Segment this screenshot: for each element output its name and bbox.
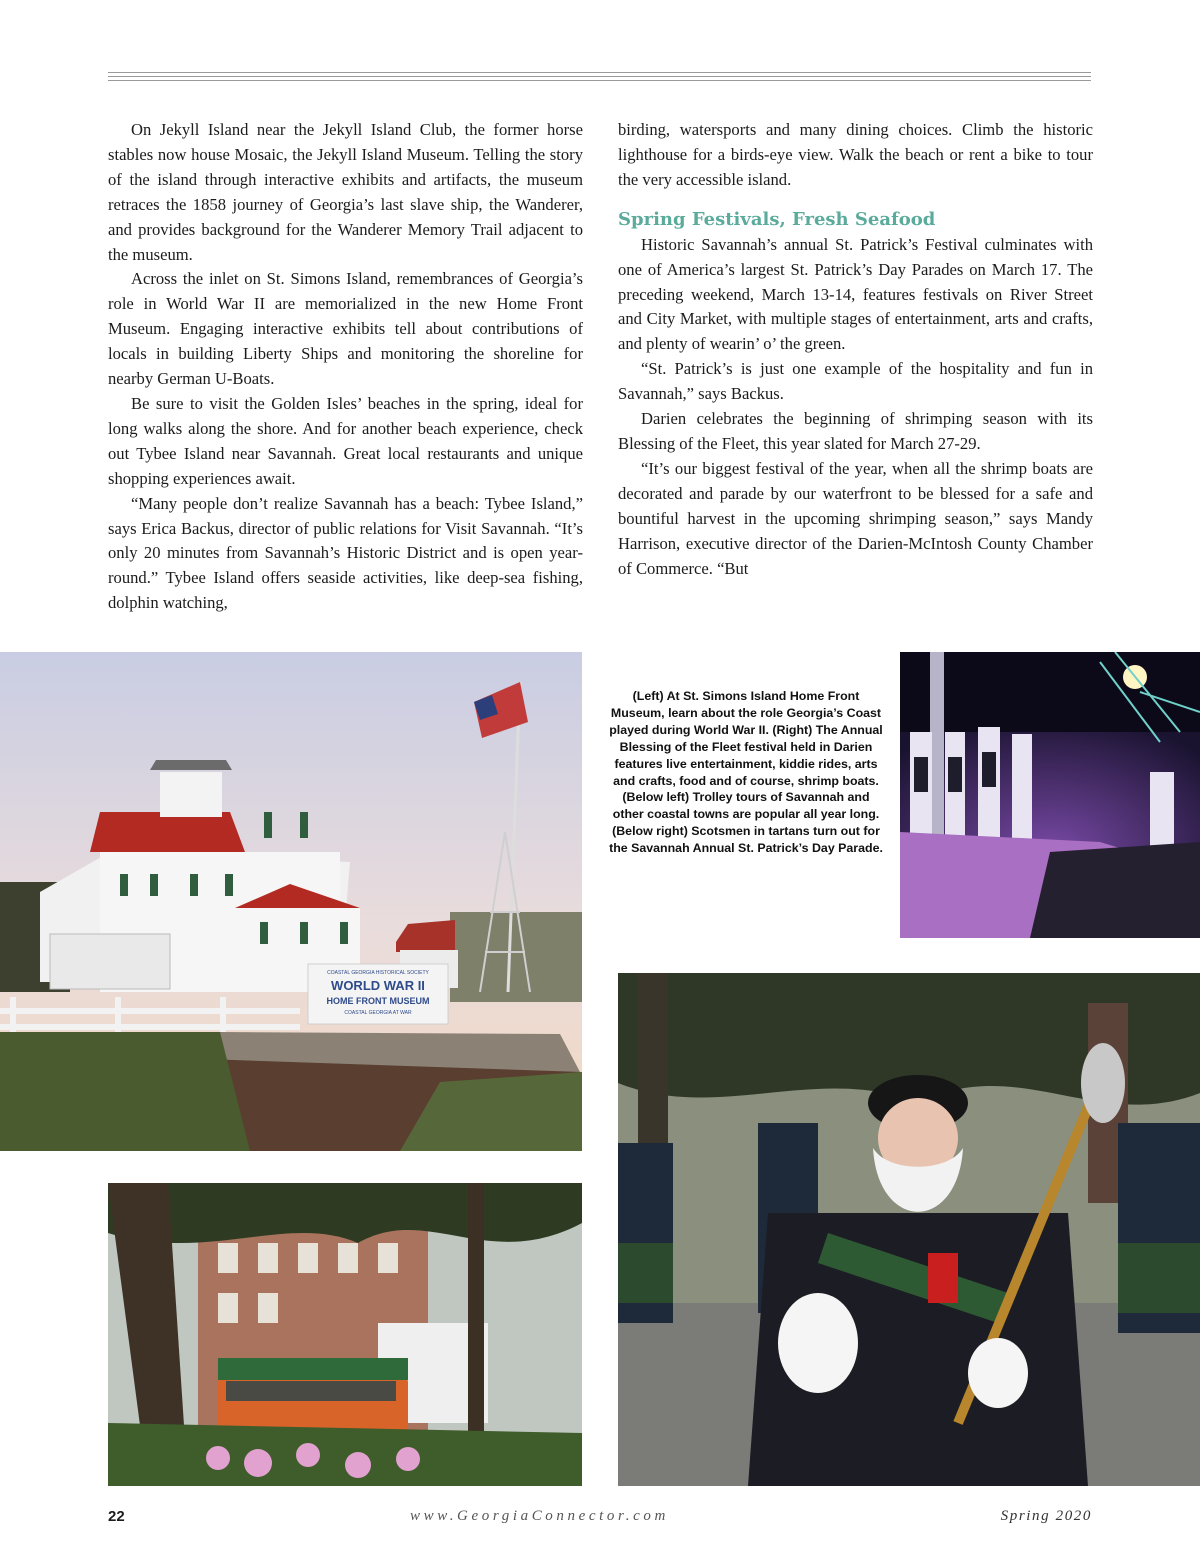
paragraph: “Many people don’t realize Savannah has a beach: Tybee Island,” says Erica Backus, director of public relations for Visit Savannah. “It’s only 20 minutes from Savannah’s Historic District and is open year-round.” Tybee Island offers seaside activities, like deep-sea fishing, dolphin watching, xyxy=(108,493,583,613)
home-front-museum-photo xyxy=(0,652,582,1151)
website-url: www.GeorgiaConnector.com xyxy=(410,1508,669,1524)
header-rule-middle xyxy=(108,76,1091,77)
header-rule-top xyxy=(108,72,1091,73)
paragraph: Historic Savannah’s annual St. Patrick’s Festival culminates with one of America’s largest St. Patrick’s Day Parades on March 17. The preceding weekend, March 13-14, features festivals on River Street and City Market, with multiple stages of entertainment, arts and crafts, and plenty of wearin’ o’ the green. xyxy=(618,234,1093,354)
paragraph: Darien celebrates the beginning of shrimping season with its Blessing of the Fleet, this year slated for March 27-29. xyxy=(618,409,1093,453)
article-column-left xyxy=(108,118,583,616)
sign-text: WORLD WAR II xyxy=(331,978,425,993)
blessing-of-the-fleet-photo xyxy=(900,652,1200,938)
trolley-tour-photo xyxy=(108,1183,582,1486)
sign-text: COASTAL GEORGIA HISTORICAL SOCIETY xyxy=(327,970,429,976)
sign-text: COASTAL GEORGIA AT WAR xyxy=(344,1010,412,1016)
paragraph-continued: birding, watersports and many dining choices. Climb the historic lighthouse for a birds-eye view. Walk the beach or rent a bike to tour the very accessible island. xyxy=(618,120,1093,189)
article-column-right xyxy=(618,118,1093,581)
paragraph: Be sure to visit the Golden Isles’ beaches in the spring, ideal for long walks along the shore. And for another beach experience, check out Tybee Island near Savannah. Great local restaurants and unique shopping experiences await. xyxy=(108,393,583,488)
st-patricks-parade-photo xyxy=(618,973,1200,1486)
paragraph: On Jekyll Island near the Jekyll Island Club, the former horse stables now house Mosaic, the Jekyll Island Museum. Telling the story of the island through interactive exhibits and artifacts, the museum retraces the 1858 journey of Georgia’s last slave ship, the Wanderer, and provides background for the Wanderer Memory Trail adjacent to the museum. xyxy=(108,120,583,264)
paragraph: “St. Patrick’s is just one example of the hospitality and fun in Savannah,” says Backus. xyxy=(618,359,1093,404)
photo-caption: (Left) At St. Simons Island Home Front Museum, learn about the role Georgia’s Coast played during World War II. (Right) The Annual Blessing of the Fleet festival held in Darien features live entertainment, kiddie rides, arts and crafts, food and of course, shrimp boats. (Below left) Trolley tours of Savannah and other coastal towns are popular all year long. (Below right) Scotsmen in tartans turn out for the Savannah Annual St. Patrick’s Day Parade. xyxy=(609,689,883,856)
paragraph: “It’s our biggest festival of the year, when all the shrimp boats are decorated and parade by our waterfront to be blessed for a safe and bountiful harvest in the upcoming shrimping season,” says Mandy Harrison, executive director of the Darien-McIntosh County Chamber of Commerce. “But xyxy=(618,458,1093,578)
section-heading: Spring Festivals, Fresh Seafood xyxy=(618,208,936,230)
sign-text: HOME FRONT MUSEUM xyxy=(326,996,430,1006)
issue-date: Spring 2020 xyxy=(1000,1508,1092,1524)
paragraph: Across the inlet on St. Simons Island, remembrances of Georgia’s role in World War II are memorialized in the new Home Front Museum. Engaging interactive exhibits tell about contributions of locals in building Liberty Ships and monitoring the shoreline for nearby German U-Boats. xyxy=(108,269,583,389)
page-number: 22 xyxy=(108,1508,125,1525)
header-rule-bottom xyxy=(108,80,1091,81)
